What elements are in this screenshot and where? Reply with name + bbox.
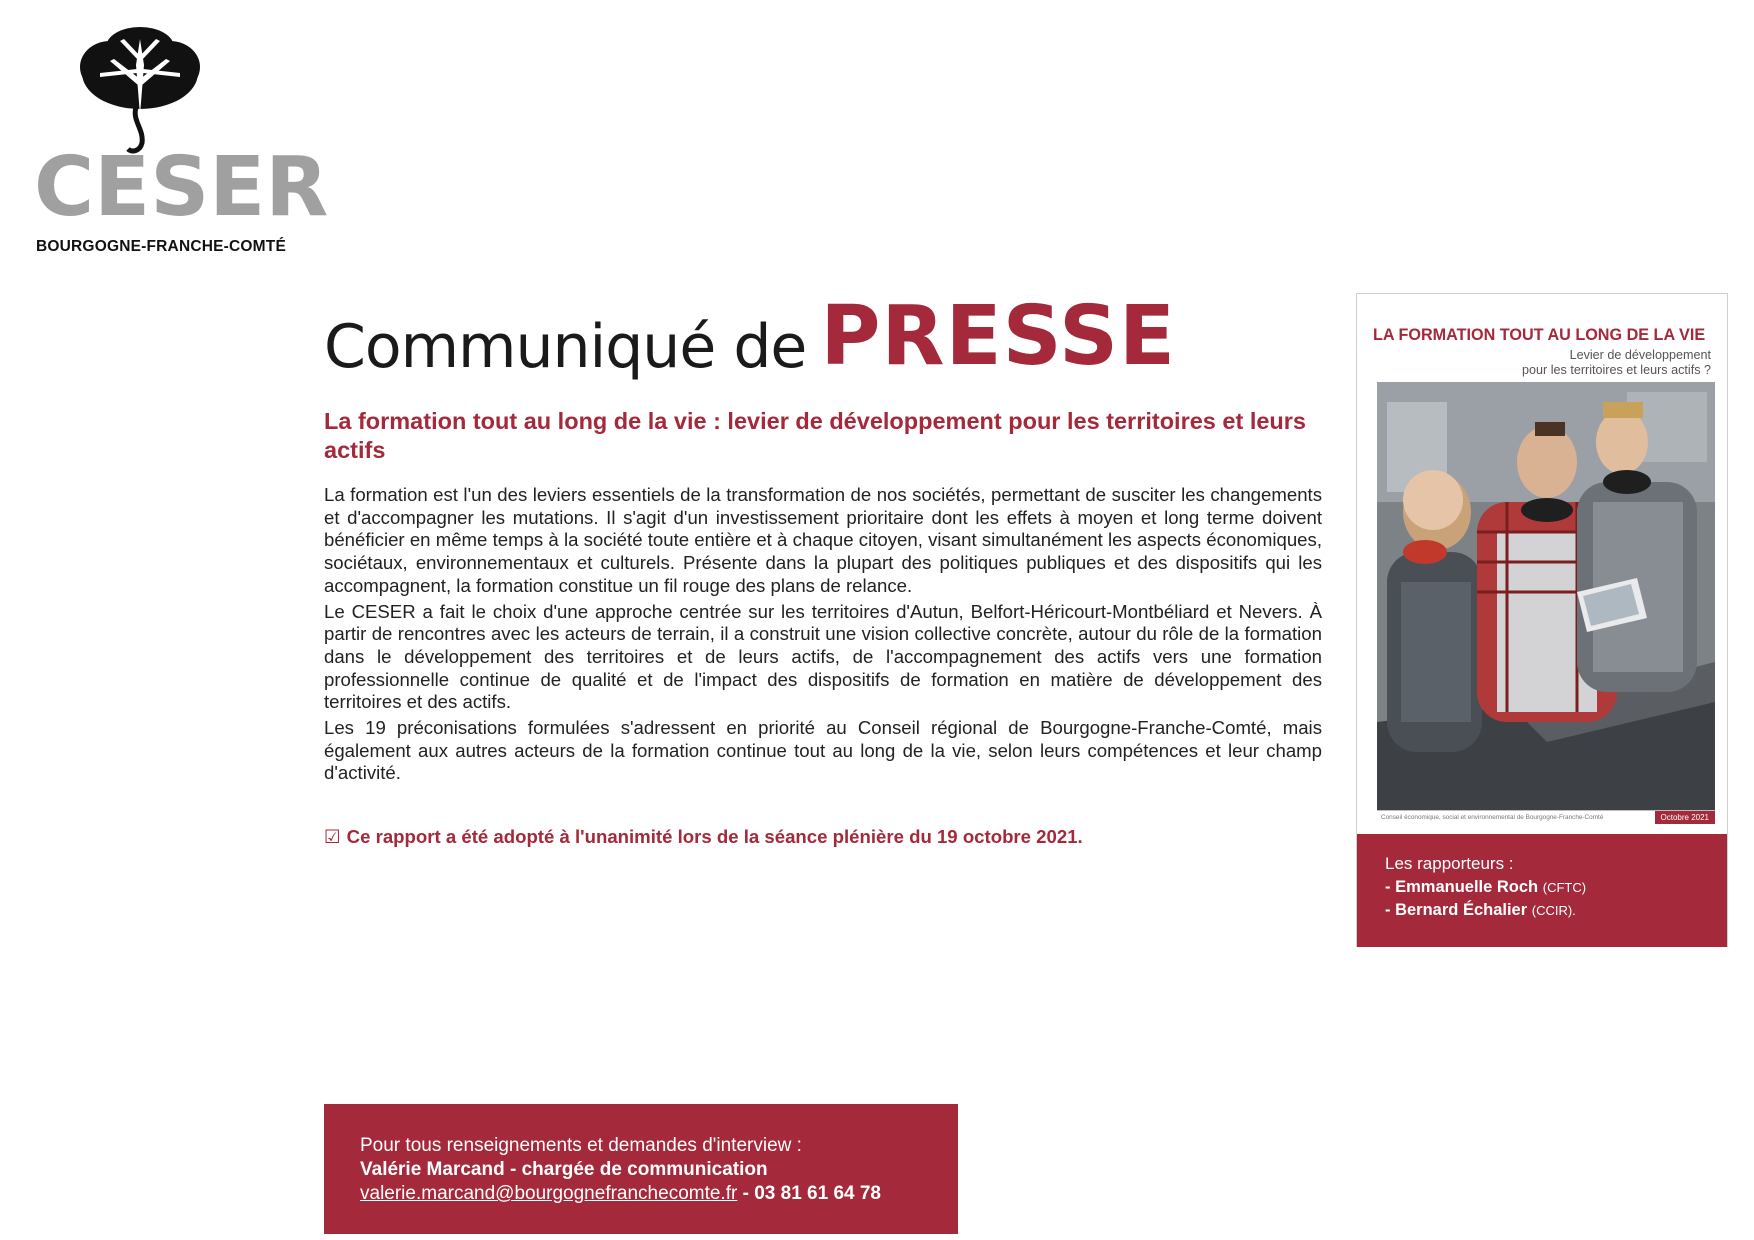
cover-subtitle-line: pour les territoires et leurs actifs ? xyxy=(1522,363,1711,377)
subtitle: La formation tout au long de la vie : levier de développement pour les territoires et leurs actifs xyxy=(324,408,1306,463)
rapporteur-name: Emmanuelle Roch xyxy=(1395,878,1539,896)
rapporteur-line xyxy=(1385,876,1727,899)
paragraph: Le CESER a fait le choix d'une approche centrée sur les territoires d'Autun, Belfort-Héricourt-Montbéliard et Nevers. À partir de rencontres avec les acteurs de terrain, il a construit une vision collective concrète, autour du rôle de la formation dans le développement des territoires et de leurs actifs, de l'accompagnement des actifs vers une formation professionnelle continue de qualité et de l'impact des dispositifs de formation en matière de développement des territoires et des actifs. xyxy=(324,600,1322,713)
cover-subtitle xyxy=(1522,348,1711,378)
ceser-logo xyxy=(30,25,329,255)
paragraph: La formation est l'un des leviers essentiels de la transformation de nos sociétés, permettant de susciter les changements et d'accompagner les mutations. Il s'agit d'un investissement prioritaire dont les effets à moyen et long terme doivent bénéficier en même temps à la société toute entière et à chaque citoyen, visant simultanément les aspects économiques, sociétaux, environnementaux et culturels. Présente dans la plupart des politiques publiques et des dispositifs qui les accompagnent, la formation constitue un fil rouge des plans de relance. xyxy=(324,484,1322,596)
title-light: Communiqué de xyxy=(324,312,807,382)
rapporteur-prefix: - xyxy=(1385,878,1396,896)
report-cover xyxy=(1356,293,1728,947)
rapporteur-org: (CCIR). xyxy=(1531,903,1576,918)
contact-line xyxy=(360,1182,958,1206)
cover-photo xyxy=(1377,382,1715,810)
paragraph: Les 19 préconisations formulées s'adressent en priorité au Conseil régional de Bourgogne-Franche-Comté, mais également aux autres acteurs de la formation continue tout au long de la vie, selon leurs compétences et leur champ d'activité. xyxy=(324,717,1322,784)
rapporteur-org: (CFTC) xyxy=(1542,880,1587,895)
contact-name: Valérie Marcand - chargée de communication xyxy=(360,1159,768,1180)
body-text xyxy=(324,484,1322,788)
contact-email-link[interactable]: valerie.marcand@bourgognefranchecomte.fr xyxy=(360,1183,738,1204)
rapporteur-name: Bernard Échalier xyxy=(1395,901,1528,919)
tree-icon xyxy=(70,25,210,155)
rapporteurs-title: Les rapporteurs : xyxy=(1385,854,1514,873)
contact-box xyxy=(324,1104,958,1234)
rapporteurs-box xyxy=(1357,834,1727,947)
rapporteur-line xyxy=(1385,899,1727,922)
cover-caption-date: Octobre 2021 xyxy=(1655,811,1715,824)
adopted-text: Ce rapport a été adopté à l'unanimité lors de la séance plénière du 19 octobre 2021. xyxy=(346,826,1083,847)
title-strong: PRESSE xyxy=(820,289,1177,384)
contact-phone: - 03 81 61 64 78 xyxy=(737,1183,881,1204)
cover-title: LA FORMATION TOUT AU LONG DE LA VIE xyxy=(1373,326,1706,344)
workshop-photo-image xyxy=(1377,382,1715,810)
adopted-note xyxy=(324,826,1324,848)
cover-subtitle-line: Levier de développement xyxy=(1569,348,1711,362)
cover-caption xyxy=(1377,810,1715,824)
checkbox-icon: ☑ xyxy=(324,827,341,848)
logo-region: BOURGOGNE-FRANCHE-COMTÉ xyxy=(36,238,287,255)
cover-caption-org: Conseil économique, social et environnemental de Bourgogne-Franche-Comté xyxy=(1381,814,1604,821)
contact-intro: Pour tous renseignements et demandes d'interview : xyxy=(360,1135,802,1156)
rapporteur-prefix: - xyxy=(1385,901,1396,919)
page-title xyxy=(324,289,1177,402)
logo-wordmark: CESER xyxy=(34,140,329,235)
